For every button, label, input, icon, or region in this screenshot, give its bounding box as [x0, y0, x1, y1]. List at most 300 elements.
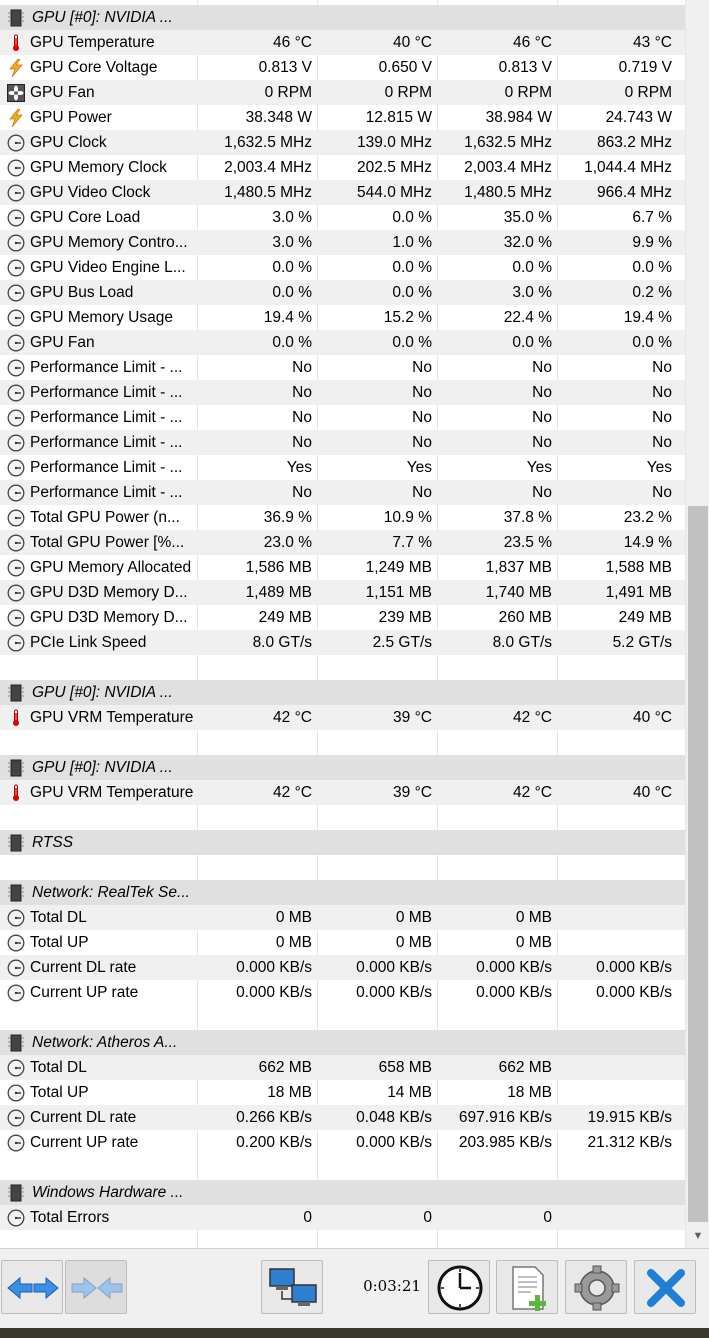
- sensor-row[interactable]: [0, 55, 685, 80]
- sensor-label: Total GPU Power (n...: [30, 509, 180, 526]
- max-value: 0.0 %: [512, 259, 552, 276]
- sensor-label: Total GPU Power [%...: [30, 534, 185, 551]
- section-header[interactable]: [0, 880, 685, 905]
- min-value: 12.815 W: [365, 109, 432, 126]
- avg-value: No: [652, 484, 672, 501]
- max-value: 662 MB: [498, 1059, 552, 1076]
- sensor-row[interactable]: [0, 605, 685, 630]
- sensor-row[interactable]: [0, 480, 685, 505]
- settings-button[interactable]: [565, 1260, 627, 1314]
- sensor-label: GPU Memory Clock: [30, 159, 167, 176]
- gauge-icon: [7, 609, 25, 627]
- gauge-icon: [7, 359, 25, 377]
- scroll-down-arrow-icon[interactable]: ▼: [692, 1230, 704, 1242]
- min-value: 0 MB: [395, 934, 432, 951]
- gauge-icon: [7, 209, 25, 227]
- section-title: Network: Atheros A...: [32, 1034, 178, 1051]
- current-value: No: [292, 359, 312, 376]
- gauge-icon: [7, 1109, 25, 1127]
- current-value: 23.0 %: [263, 534, 312, 551]
- gauge-icon: [7, 534, 25, 552]
- max-value: 2,003.4 MHz: [464, 159, 552, 176]
- sensor-row[interactable]: [0, 105, 685, 130]
- min-value: 239 MB: [378, 609, 432, 626]
- current-value: 0.000 KB/s: [236, 959, 312, 976]
- avg-value: 43 °C: [633, 34, 672, 51]
- sensor-row[interactable]: [0, 705, 685, 730]
- gauge-icon: [7, 259, 25, 277]
- min-value: 39 °C: [393, 709, 432, 726]
- chip-icon: [7, 884, 25, 902]
- current-value: 0 MB: [275, 934, 312, 951]
- current-value: 0.200 KB/s: [236, 1134, 312, 1151]
- max-value: 3.0 %: [512, 284, 552, 301]
- sensor-row[interactable]: [0, 930, 685, 955]
- max-value: 37.8 %: [503, 509, 552, 526]
- min-value: No: [412, 484, 432, 501]
- sensor-row[interactable]: [0, 1205, 685, 1230]
- max-value: Yes: [526, 459, 552, 476]
- section-title: Network: RealTek Se...: [32, 884, 190, 901]
- current-value: 38.348 W: [245, 109, 312, 126]
- sensor-label: Total UP: [30, 1084, 89, 1101]
- min-value: 0 RPM: [384, 84, 432, 101]
- min-value: 15.2 %: [383, 309, 432, 326]
- min-value: No: [412, 434, 432, 451]
- min-value: 0.650 V: [378, 59, 432, 76]
- max-value: 0.000 KB/s: [476, 959, 552, 976]
- avg-value: 23.2 %: [623, 509, 672, 526]
- max-value: 0.813 V: [498, 59, 552, 76]
- gauge-icon: [7, 134, 25, 152]
- arrows-collapse-icon: [66, 1261, 128, 1315]
- sensor-label: GPU Bus Load: [30, 284, 134, 301]
- sensor-label: GPU Power: [30, 109, 112, 126]
- gauge-icon: [7, 1059, 25, 1077]
- spacer-row[interactable]: [0, 1005, 685, 1030]
- avg-value: 863.2 MHz: [597, 134, 672, 151]
- min-value: 0.048 KB/s: [356, 1109, 432, 1126]
- max-value: 1,740 MB: [485, 584, 552, 601]
- add-report-icon: [497, 1261, 559, 1315]
- min-value: 0.0 %: [392, 284, 432, 301]
- spacer-row[interactable]: [0, 730, 685, 755]
- gauge-icon: [7, 284, 25, 302]
- section-title: RTSS: [32, 834, 74, 851]
- sensor-label: GPU Core Load: [30, 209, 141, 226]
- sensor-label: GPU Video Engine L...: [30, 259, 186, 276]
- sensor-label: GPU Memory Allocated: [30, 559, 192, 576]
- avg-value: 24.743 W: [605, 109, 672, 126]
- sensor-label: PCIe Link Speed: [30, 634, 147, 651]
- sensor-label: GPU VRM Temperature: [30, 784, 194, 801]
- avg-value: 9.9 %: [632, 234, 672, 251]
- min-value: 7.7 %: [392, 534, 432, 551]
- gauge-icon: [7, 1209, 25, 1227]
- thermometer-icon: [7, 784, 25, 802]
- avg-value: No: [652, 359, 672, 376]
- sensor-row[interactable]: [0, 780, 685, 805]
- section-header[interactable]: [0, 5, 685, 30]
- current-value: 0.813 V: [258, 59, 312, 76]
- section-header[interactable]: [0, 680, 685, 705]
- sensor-row[interactable]: [0, 980, 685, 1005]
- current-value: 42 °C: [273, 709, 312, 726]
- avg-value: Yes: [646, 459, 672, 476]
- sensor-row[interactable]: [0, 380, 685, 405]
- min-value: 0.000 KB/s: [356, 959, 432, 976]
- gauge-icon: [7, 184, 25, 202]
- current-value: 1,480.5 MHz: [224, 184, 312, 201]
- max-value: 23.5 %: [503, 534, 552, 551]
- spacer-row[interactable]: [0, 1155, 685, 1180]
- sensor-label: Total DL: [30, 909, 87, 926]
- avg-value: 966.4 MHz: [597, 184, 672, 201]
- sensor-row[interactable]: [0, 280, 685, 305]
- network-button[interactable]: [261, 1260, 323, 1314]
- max-value: 42 °C: [513, 784, 552, 801]
- clock-icon: [429, 1261, 491, 1315]
- sensor-row[interactable]: [0, 505, 685, 530]
- avg-value: No: [652, 384, 672, 401]
- current-value: 0.0 %: [272, 284, 312, 301]
- gauge-icon: [7, 309, 25, 327]
- current-value: 46 °C: [273, 34, 312, 51]
- add-report-button[interactable]: [496, 1260, 558, 1314]
- max-value: 1,480.5 MHz: [464, 184, 552, 201]
- min-value: 1,151 MB: [365, 584, 432, 601]
- avg-value: 19.4 %: [623, 309, 672, 326]
- max-value: 35.0 %: [503, 209, 552, 226]
- sensor-row[interactable]: [0, 530, 685, 555]
- spacer-row[interactable]: [0, 805, 685, 830]
- sensor-row[interactable]: [0, 330, 685, 355]
- current-value: 18 MB: [267, 1084, 312, 1101]
- current-value: Yes: [286, 459, 312, 476]
- sensor-row[interactable]: [0, 1080, 685, 1105]
- sensor-label: GPU D3D Memory D...: [30, 609, 188, 626]
- clock-button[interactable]: [428, 1260, 490, 1314]
- chip-icon: [7, 684, 25, 702]
- max-value: 0.000 KB/s: [476, 984, 552, 1001]
- lightning-icon: [7, 59, 25, 77]
- max-value: 1,837 MB: [485, 559, 552, 576]
- gauge-icon: [7, 159, 25, 177]
- max-value: No: [532, 359, 552, 376]
- min-value: 1.0 %: [392, 234, 432, 251]
- current-value: 0.0 %: [272, 259, 312, 276]
- sensor-row[interactable]: [0, 455, 685, 480]
- sensor-row[interactable]: [0, 130, 685, 155]
- avg-value: 1,044.4 MHz: [584, 159, 672, 176]
- section-header[interactable]: [0, 755, 685, 780]
- sensor-row[interactable]: [0, 430, 685, 455]
- avg-value: 1,491 MB: [605, 584, 672, 601]
- gauge-icon: [7, 234, 25, 252]
- avg-value: 0.000 KB/s: [596, 959, 672, 976]
- max-value: 0: [543, 1209, 552, 1226]
- sensor-label: GPU VRM Temperature: [30, 709, 194, 726]
- max-value: 42 °C: [513, 709, 552, 726]
- gauge-icon: [7, 559, 25, 577]
- fan-icon: [7, 84, 25, 102]
- max-value: 0 RPM: [504, 84, 552, 101]
- current-value: 0.0 %: [272, 334, 312, 351]
- chip-icon: [7, 9, 25, 27]
- gauge-icon: [7, 909, 25, 927]
- spacer-row[interactable]: [0, 655, 685, 680]
- sensor-label: GPU Memory Usage: [30, 309, 173, 326]
- spacer-row[interactable]: [0, 1230, 685, 1248]
- max-value: 0.0 %: [512, 334, 552, 351]
- avg-value: 0.000 KB/s: [596, 984, 672, 1001]
- sensor-row[interactable]: [0, 180, 685, 205]
- chip-icon: [7, 759, 25, 777]
- max-value: 18 MB: [507, 1084, 552, 1101]
- min-value: No: [412, 409, 432, 426]
- gauge-icon: [7, 1084, 25, 1102]
- gauge-icon: [7, 1134, 25, 1152]
- max-value: 0 MB: [515, 934, 552, 951]
- min-value: 2.5 GT/s: [372, 634, 432, 651]
- sensor-row[interactable]: [0, 80, 685, 105]
- current-value: 1,489 MB: [245, 584, 312, 601]
- gauge-icon: [7, 434, 25, 452]
- avg-value: 0 RPM: [624, 84, 672, 101]
- avg-value: [558, 1080, 672, 1105]
- min-value: 658 MB: [378, 1059, 432, 1076]
- sensor-row[interactable]: [0, 405, 685, 430]
- sensor-label: GPU Temperature: [30, 34, 155, 51]
- max-value: 32.0 %: [503, 234, 552, 251]
- min-value: 0.0 %: [392, 209, 432, 226]
- min-value: 0.0 %: [392, 259, 432, 276]
- current-value: 2,003.4 MHz: [224, 159, 312, 176]
- sensor-label: Performance Limit - ...: [30, 384, 183, 401]
- max-value: 0 MB: [515, 909, 552, 926]
- sensor-label: GPU D3D Memory D...: [30, 584, 188, 601]
- sensor-row[interactable]: [0, 580, 685, 605]
- gauge-icon: [7, 634, 25, 652]
- gauge-icon: [7, 334, 25, 352]
- section-header[interactable]: [0, 830, 685, 855]
- avg-value: 14.9 %: [623, 534, 672, 551]
- avg-value: No: [652, 434, 672, 451]
- min-value: Yes: [406, 459, 432, 476]
- sensor-label: GPU Memory Contro...: [30, 234, 188, 251]
- max-value: 1,632.5 MHz: [464, 134, 552, 151]
- gauge-icon: [7, 509, 25, 527]
- sensor-label: Current DL rate: [30, 1109, 137, 1126]
- current-value: 1,586 MB: [245, 559, 312, 576]
- gauge-icon: [7, 384, 25, 402]
- min-value: 544.0 MHz: [357, 184, 432, 201]
- max-value: No: [532, 409, 552, 426]
- current-value: No: [292, 484, 312, 501]
- min-value: 0: [423, 1209, 432, 1226]
- gauge-icon: [7, 459, 25, 477]
- avg-value: 19.915 KB/s: [587, 1109, 672, 1126]
- thermometer-icon: [7, 34, 25, 52]
- sensor-label: Current UP rate: [30, 1134, 139, 1151]
- sensor-row[interactable]: [0, 230, 685, 255]
- current-value: 1,632.5 MHz: [224, 134, 312, 151]
- section-header[interactable]: [0, 1030, 685, 1055]
- sensor-label: Performance Limit - ...: [30, 484, 183, 501]
- max-value: 22.4 %: [503, 309, 552, 326]
- min-value: 0 MB: [395, 909, 432, 926]
- section-title: GPU [#0]: NVIDIA ...: [32, 684, 173, 701]
- min-value: 202.5 MHz: [357, 159, 432, 176]
- current-value: 0 RPM: [264, 84, 312, 101]
- vertical-scrollbar[interactable]: [685, 0, 709, 1248]
- current-value: 36.9 %: [263, 509, 312, 526]
- max-value: No: [532, 484, 552, 501]
- sensor-row[interactable]: [0, 355, 685, 380]
- gauge-icon: [7, 409, 25, 427]
- current-value: 42 °C: [273, 784, 312, 801]
- avg-value: No: [652, 409, 672, 426]
- network-computers-icon: [262, 1261, 324, 1315]
- current-value: 662 MB: [258, 1059, 312, 1076]
- current-value: No: [292, 384, 312, 401]
- gear-icon: [566, 1261, 628, 1315]
- max-value: 38.984 W: [485, 109, 552, 126]
- max-value: No: [532, 384, 552, 401]
- min-value: 14 MB: [387, 1084, 432, 1101]
- sensor-label: Performance Limit - ...: [30, 459, 183, 476]
- avg-value: 5.2 GT/s: [612, 634, 672, 651]
- gauge-icon: [7, 484, 25, 502]
- arrows-expand-icon: [2, 1261, 64, 1315]
- sensor-label: Total DL: [30, 1059, 87, 1076]
- sensor-row[interactable]: [0, 255, 685, 280]
- avg-value: [558, 1205, 672, 1230]
- spacer-row[interactable]: [0, 855, 685, 880]
- collapse-all-button[interactable]: [65, 1260, 127, 1314]
- sensor-label: Current DL rate: [30, 959, 137, 976]
- sensor-label: Current UP rate: [30, 984, 139, 1001]
- close-button[interactable]: [634, 1260, 696, 1314]
- gauge-icon: [7, 934, 25, 952]
- current-value: 19.4 %: [263, 309, 312, 326]
- desktop-background-strip: [0, 1328, 709, 1338]
- bottom-toolbar: [0, 1248, 709, 1328]
- sensor-row[interactable]: [0, 555, 685, 580]
- current-value: 0 MB: [275, 909, 312, 926]
- current-value: No: [292, 434, 312, 451]
- sensor-row[interactable]: [0, 205, 685, 230]
- current-value: 0.266 KB/s: [236, 1109, 312, 1126]
- min-value: 40 °C: [393, 34, 432, 51]
- gauge-icon: [7, 984, 25, 1002]
- min-value: No: [412, 384, 432, 401]
- sensor-label: Total Errors: [30, 1209, 110, 1226]
- avg-value: 0.0 %: [632, 259, 672, 276]
- min-value: 10.9 %: [383, 509, 432, 526]
- section-header[interactable]: [0, 1180, 685, 1205]
- sensor-label: GPU Core Voltage: [30, 59, 158, 76]
- current-value: 0: [303, 1209, 312, 1226]
- expand-all-button[interactable]: [1, 1260, 63, 1314]
- lightning-icon: [7, 109, 25, 127]
- max-value: 46 °C: [513, 34, 552, 51]
- sensor-row[interactable]: [0, 30, 685, 55]
- avg-value: 40 °C: [633, 784, 672, 801]
- sensor-row[interactable]: [0, 305, 685, 330]
- gauge-icon: [7, 959, 25, 977]
- section-title: GPU [#0]: NVIDIA ...: [32, 759, 173, 776]
- section-title: Windows Hardware ...: [32, 1184, 184, 1201]
- sensor-row[interactable]: [0, 955, 685, 980]
- current-value: 249 MB: [258, 609, 312, 626]
- avg-value: 0.2 %: [632, 284, 672, 301]
- sensor-label: GPU Video Clock: [30, 184, 151, 201]
- avg-value: 40 °C: [633, 709, 672, 726]
- avg-value: 1,588 MB: [605, 559, 672, 576]
- current-value: 8.0 GT/s: [252, 634, 312, 651]
- min-value: 39 °C: [393, 784, 432, 801]
- min-value: 0.000 KB/s: [356, 984, 432, 1001]
- max-value: 260 MB: [498, 609, 552, 626]
- sensor-label: Performance Limit - ...: [30, 434, 183, 451]
- max-value: 203.985 KB/s: [458, 1134, 552, 1151]
- avg-value: [558, 1055, 672, 1080]
- scrollbar-thumb[interactable]: [688, 506, 708, 1222]
- max-value: 8.0 GT/s: [492, 634, 552, 651]
- min-value: No: [412, 359, 432, 376]
- sensor-label: GPU Fan: [30, 334, 95, 351]
- gauge-icon: [7, 584, 25, 602]
- sensor-label: GPU Fan: [30, 84, 95, 101]
- avg-value: 21.312 KB/s: [587, 1134, 672, 1151]
- min-value: 0.000 KB/s: [356, 1134, 432, 1151]
- chip-icon: [7, 1184, 25, 1202]
- close-icon: [635, 1261, 697, 1315]
- chip-icon: [7, 834, 25, 852]
- sensor-label: GPU Clock: [30, 134, 107, 151]
- current-value: 0.000 KB/s: [236, 984, 312, 1001]
- avg-value: [558, 905, 672, 930]
- sensor-row[interactable]: [0, 155, 685, 180]
- sensor-row[interactable]: [0, 1055, 685, 1080]
- current-value: No: [292, 409, 312, 426]
- sensor-label: Performance Limit - ...: [30, 409, 183, 426]
- sensor-label: Total UP: [30, 934, 89, 951]
- max-value: No: [532, 434, 552, 451]
- min-value: 1,249 MB: [365, 559, 432, 576]
- max-value: 697.916 KB/s: [458, 1109, 552, 1126]
- sensor-label: Performance Limit - ...: [30, 359, 183, 376]
- section-title: GPU [#0]: NVIDIA ...: [32, 9, 173, 26]
- avg-value: 6.7 %: [632, 209, 672, 226]
- sensor-row[interactable]: [0, 905, 685, 930]
- sensor-row[interactable]: [0, 1105, 685, 1130]
- sensor-row[interactable]: [0, 630, 685, 655]
- avg-value: 0.719 V: [618, 59, 672, 76]
- current-value: 3.0 %: [272, 209, 312, 226]
- min-value: 0.0 %: [392, 334, 432, 351]
- current-value: 3.0 %: [272, 234, 312, 251]
- thermometer-icon: [7, 709, 25, 727]
- chip-icon: [7, 1034, 25, 1052]
- min-value: 139.0 MHz: [357, 134, 432, 151]
- sensor-row[interactable]: [0, 1130, 685, 1155]
- avg-value: [558, 930, 672, 955]
- avg-value: 0.0 %: [632, 334, 672, 351]
- elapsed-timer: 0:03:21: [363, 1277, 421, 1295]
- avg-value: 249 MB: [618, 609, 672, 626]
